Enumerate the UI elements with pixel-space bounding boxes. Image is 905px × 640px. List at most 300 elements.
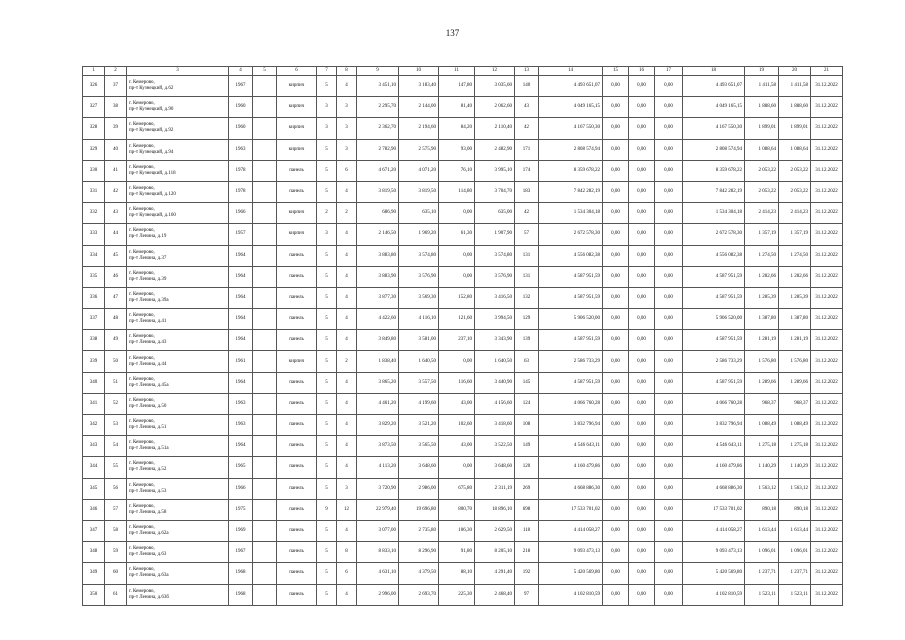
address-street: пр-т Ленина, д.39 (129, 276, 167, 282)
table-cell-c12: 3 418,60 (475, 415, 515, 436)
table-cell-c6: панель (277, 309, 317, 330)
table-cell-c18: 5 906 520,00 (683, 309, 745, 330)
table-cell-c2: 49 (105, 330, 127, 351)
table-cell-c2: 39 (105, 118, 127, 139)
address-street: пр-т Ленина, д.41 (129, 319, 167, 325)
address-cell (127, 457, 229, 478)
table-cell-c1: 334 (83, 245, 105, 266)
table-cell-c1: 342 (83, 415, 105, 436)
table-cell-c14: 17 533 701,02 (539, 499, 603, 520)
table-row (83, 287, 843, 308)
table-cell-c10: 3 565,50 (399, 436, 439, 457)
table-cell-c11: 88,10 (439, 563, 475, 584)
table-cell-c18: 4 587 951,59 (683, 330, 745, 351)
table-cell-c17: 0,00 (655, 139, 683, 160)
address-city: г. Кемерово, (129, 249, 155, 255)
table-cell-c5 (253, 181, 277, 202)
table-cell-c19: 1 523,11 (745, 584, 779, 605)
address-city: г. Кемерово, (129, 101, 155, 107)
column-header: 5 (253, 67, 277, 76)
table-cell-c14: 4 167 550,30 (539, 118, 603, 139)
table-cell-c13: 171 (515, 139, 539, 160)
table-cell-c19: 890,18 (745, 499, 779, 520)
address-cell (127, 330, 229, 351)
table-cell-c12: 1 907,90 (475, 224, 515, 245)
address-city: г. Кемерово, (129, 270, 155, 276)
table-cell-c4: 1969 (229, 520, 253, 541)
table-cell-c6: панель (277, 287, 317, 308)
table-body (83, 76, 843, 606)
table-cell-c11: 237,10 (439, 330, 475, 351)
table-cell-c2: 37 (105, 76, 127, 97)
table-cell-c18: 4 049 165,15 (683, 97, 745, 118)
table-cell-c12: 635,00 (475, 203, 515, 224)
table-cell-c19: 1 411,58 (745, 76, 779, 97)
table-cell-c15: 0,00 (603, 584, 629, 605)
table-cell-c10: 1 969,20 (399, 224, 439, 245)
table-cell-c19: 1 289,66 (745, 372, 779, 393)
table-cell-c7: 5 (317, 542, 337, 563)
table-cell-c16: 0,00 (629, 563, 655, 584)
address-street: пр-т Ленина, д.62а (129, 531, 169, 537)
table-cell-c15: 0,00 (603, 309, 629, 330)
table-cell-c21: 31.12.2022 (811, 203, 843, 224)
table-cell-c13: 57 (515, 224, 539, 245)
table-cell-c2: 58 (105, 520, 127, 541)
table-cell-c8: 4 (337, 415, 357, 436)
table-cell-c21: 31.12.2022 (811, 563, 843, 584)
table-cell-c8: 2 (337, 203, 357, 224)
table-cell-c5 (253, 563, 277, 584)
address-city: г. Кемерово, (129, 122, 155, 128)
table-row (83, 309, 843, 330)
table-cell-c8: 4 (337, 436, 357, 457)
table-cell-c6: кирпич (277, 97, 317, 118)
address-street: пр-т Ленина, д.63 (129, 552, 167, 558)
table-cell-c12: 1 640,50 (475, 351, 515, 372)
table-cell-c13: 183 (515, 181, 539, 202)
table-cell-c7: 5 (317, 76, 337, 97)
table-cell-c16: 0,00 (629, 181, 655, 202)
address-city: г. Кемерово, (129, 397, 155, 403)
table-cell-c8: 4 (337, 330, 357, 351)
table-cell-c10: 3 183,40 (399, 76, 439, 97)
table-cell-c6: панель (277, 584, 317, 605)
address-street: пр-т Ленина, д.39а (129, 297, 169, 303)
table-cell-c20: 2 053,22 (779, 160, 811, 181)
table-cell-c7: 2 (317, 203, 337, 224)
table-cell-c2: 59 (105, 542, 127, 563)
table-cell-c16: 0,00 (629, 584, 655, 605)
table-cell-c10: 4 116,10 (399, 309, 439, 330)
table-cell-c10: 3 569,30 (399, 287, 439, 308)
table-cell-c10: 3 648,60 (399, 457, 439, 478)
table-cell-c8: 6 (337, 160, 357, 181)
table-cell-c21: 31.12.2022 (811, 372, 843, 393)
table-cell-c8: 4 (337, 457, 357, 478)
table-cell-c8: 12 (337, 499, 357, 520)
table-cell-c5 (253, 415, 277, 436)
table-cell-c17: 0,00 (655, 478, 683, 499)
table-cell-c5 (253, 118, 277, 139)
address-city: г. Кемерово, (129, 80, 155, 86)
table-cell-c5 (253, 139, 277, 160)
table-cell-c12: 3 035,60 (475, 76, 515, 97)
table-cell-c13: 139 (515, 330, 539, 351)
table-cell-c20: 1 357,19 (779, 224, 811, 245)
table-cell-c8: 3 (337, 139, 357, 160)
address-street: пр-т Ленина, д.58 (129, 509, 167, 515)
table-cell-c13: 174 (515, 160, 539, 181)
table-cell-c15: 0,00 (603, 542, 629, 563)
table-cell-c21: 31.12.2022 (811, 160, 843, 181)
table-cell-c7: 5 (317, 415, 337, 436)
table-cell-c4: 1961 (229, 351, 253, 372)
table-cell-c11: 114,80 (439, 181, 475, 202)
table-cell-c17: 0,00 (655, 266, 683, 287)
table-cell-c9: 3 829,20 (357, 415, 399, 436)
table-cell-c20: 1 387,80 (779, 309, 811, 330)
table-cell-c20: 1 088,49 (779, 415, 811, 436)
table-cell-c19: 1 237,71 (745, 563, 779, 584)
address-street: пр-т Кузнецкий, д.92 (129, 128, 174, 134)
table-cell-c13: 145 (515, 372, 539, 393)
address-city: г. Кемерово, (129, 461, 155, 467)
table-cell-c7: 3 (317, 118, 337, 139)
table-cell-c12: 3 440,90 (475, 372, 515, 393)
table-cell-c20: 1 523,11 (779, 584, 811, 605)
column-number-header (83, 67, 843, 76)
column-header: 14 (539, 67, 603, 76)
column-header: 15 (603, 67, 629, 76)
table-cell-c17: 0,00 (655, 584, 683, 605)
table-cell-c12: 3 704,70 (475, 181, 515, 202)
table-row (83, 76, 843, 97)
address-cell (127, 181, 229, 202)
table-cell-c7: 9 (317, 499, 337, 520)
table-cell-c1: 345 (83, 478, 105, 499)
table-cell-c14: 2 586 733,29 (539, 351, 603, 372)
table-cell-c16: 0,00 (629, 245, 655, 266)
table-cell-c18: 4 587 951,59 (683, 266, 745, 287)
table-cell-c16: 0,00 (629, 287, 655, 308)
table-cell-c14: 5 906 520,00 (539, 309, 603, 330)
table-row (83, 181, 843, 202)
table-cell-c15: 0,00 (603, 415, 629, 436)
table-cell-c4: 1964 (229, 287, 253, 308)
address-city: г. Кемерово, (129, 588, 155, 594)
table-cell-c12: 4 156,60 (475, 393, 515, 414)
table-cell-c16: 0,00 (629, 499, 655, 520)
table-cell-c1: 346 (83, 499, 105, 520)
table-cell-c19: 1 563,12 (745, 478, 779, 499)
table-cell-c4: 1978 (229, 160, 253, 181)
table-cell-c19: 1 282,66 (745, 266, 779, 287)
table-cell-c6: панель (277, 160, 317, 181)
table-cell-c16: 0,00 (629, 139, 655, 160)
table-cell-c18: 3 832 796,94 (683, 415, 745, 436)
table-cell-c4: 1968 (229, 584, 253, 605)
table-cell-c11: 800,70 (439, 499, 475, 520)
table-cell-c19: 968,37 (745, 393, 779, 414)
table-cell-c16: 0,00 (629, 266, 655, 287)
table-cell-c14: 4 160 479,86 (539, 457, 603, 478)
table-cell-c10: 3 819,50 (399, 181, 439, 202)
table-cell-c2: 46 (105, 266, 127, 287)
table-cell-c13: 131 (515, 266, 539, 287)
table-cell-c1: 350 (83, 584, 105, 605)
table-cell-c12: 2 629,50 (475, 520, 515, 541)
table-cell-c19: 1 613,44 (745, 520, 779, 541)
address-street: пр-т Ленина, д.45а (129, 382, 169, 388)
table-cell-c18: 8 359 678,22 (683, 160, 745, 181)
address-city: г. Кемерово, (129, 567, 155, 573)
table-cell-c10: 4 379,50 (399, 563, 439, 584)
address-cell (127, 478, 229, 499)
column-header: 6 (277, 67, 317, 76)
table-cell-c9: 4 671,20 (357, 160, 399, 181)
column-header: 12 (475, 67, 515, 76)
table-cell-c20: 1 140,29 (779, 457, 811, 478)
table-cell-c11: 43,00 (439, 393, 475, 414)
table-cell-c9: 3 451,10 (357, 76, 399, 97)
table-cell-c14: 4 493 651,07 (539, 76, 603, 97)
address-street: пр-т Кузнецкий, д.118 (129, 170, 176, 176)
table-cell-c21: 31.12.2022 (811, 287, 843, 308)
table-cell-c4: 1964 (229, 372, 253, 393)
table-cell-c7: 5 (317, 181, 337, 202)
table-cell-c5 (253, 245, 277, 266)
table-cell-c16: 0,00 (629, 309, 655, 330)
table-cell-c14: 4 587 951,59 (539, 330, 603, 351)
address-cell (127, 160, 229, 181)
table-cell-c10: 1 640,50 (399, 351, 439, 372)
table-row (83, 520, 843, 541)
table-cell-c13: 149 (515, 436, 539, 457)
table-cell-c10: 19 696,80 (399, 499, 439, 520)
table-cell-c4: 1968 (229, 563, 253, 584)
table-cell-c18: 4 587 951,59 (683, 372, 745, 393)
address-street: пр-т Ленина, д.51 (129, 425, 167, 431)
table-cell-c15: 0,00 (603, 266, 629, 287)
address-cell (127, 224, 229, 245)
table-cell-c9: 3 849,80 (357, 330, 399, 351)
address-cell (127, 563, 229, 584)
table-cell-c4: 1966 (229, 478, 253, 499)
table-cell-c14: 4 587 951,59 (539, 287, 603, 308)
table-cell-c19: 1 274,50 (745, 245, 779, 266)
column-header: 3 (127, 67, 229, 76)
table-cell-c1: 327 (83, 97, 105, 118)
table-cell-c5 (253, 330, 277, 351)
address-city: г. Кемерово, (129, 419, 155, 425)
table-cell-c15: 0,00 (603, 436, 629, 457)
table-cell-c21: 31.12.2022 (811, 457, 843, 478)
table-cell-c12: 2 468,40 (475, 584, 515, 605)
column-header: 19 (745, 67, 779, 76)
table-cell-c17: 0,00 (655, 118, 683, 139)
table-cell-c21: 31.12.2022 (811, 351, 843, 372)
table-cell-c15: 0,00 (603, 76, 629, 97)
address-street: пр-т Кузнецкий, д.160 (129, 213, 176, 219)
table-cell-c11: 121,60 (439, 309, 475, 330)
table-cell-c2: 57 (105, 499, 127, 520)
table-cell-c11: 0,00 (439, 457, 475, 478)
table-cell-c8: 6 (337, 563, 357, 584)
table-cell-c6: панель (277, 372, 317, 393)
table-row (83, 584, 843, 605)
table-cell-c9: 3 865,20 (357, 372, 399, 393)
table-cell-c15: 0,00 (603, 287, 629, 308)
table-cell-c21: 31.12.2022 (811, 478, 843, 499)
table-cell-c1: 344 (83, 457, 105, 478)
table-cell-c2: 51 (105, 372, 127, 393)
table-cell-c19: 1 285,39 (745, 287, 779, 308)
table-cell-c18: 17 533 701,02 (683, 499, 745, 520)
table-cell-c6: панель (277, 181, 317, 202)
address-cell (127, 542, 229, 563)
table-cell-c19: 1 899,01 (745, 118, 779, 139)
table-cell-c18: 4 668 886,30 (683, 478, 745, 499)
table-cell-c20: 890,18 (779, 499, 811, 520)
table-cell-c8: 4 (337, 520, 357, 541)
column-header: 7 (317, 67, 337, 76)
table-cell-c20: 1 281,19 (779, 330, 811, 351)
table-cell-c4: 1975 (229, 499, 253, 520)
table-cell-c2: 43 (105, 203, 127, 224)
table-cell-c21: 31.12.2022 (811, 499, 843, 520)
table-cell-c11: 116,60 (439, 372, 475, 393)
address-cell (127, 372, 229, 393)
table-cell-c9: 1 838,40 (357, 351, 399, 372)
table-cell-c10: 2 986,00 (399, 478, 439, 499)
table-cell-c15: 0,00 (603, 520, 629, 541)
table-row (83, 351, 843, 372)
table-cell-c19: 1 140,29 (745, 457, 779, 478)
table-cell-c13: 218 (515, 542, 539, 563)
table-cell-c17: 0,00 (655, 287, 683, 308)
address-city: г. Кемерово, (129, 313, 155, 319)
table-cell-c8: 4 (337, 372, 357, 393)
table-cell-c13: 118 (515, 520, 539, 541)
table-cell-c9: 3 819,50 (357, 181, 399, 202)
table-cell-c20: 1 237,71 (779, 563, 811, 584)
table-cell-c8: 4 (337, 309, 357, 330)
table-cell-c5 (253, 97, 277, 118)
table-row (83, 160, 843, 181)
address-street: пр-т Ленина, д.63а (129, 573, 169, 579)
address-street: пр-т Кузнецкий, д.62 (129, 86, 174, 92)
table-cell-c4: 1960 (229, 97, 253, 118)
table-cell-c16: 0,00 (629, 330, 655, 351)
table-cell-c12: 8 205,10 (475, 542, 515, 563)
table-cell-c18: 4 556 082,38 (683, 245, 745, 266)
table-cell-c5 (253, 309, 277, 330)
table-cell-c16: 0,00 (629, 97, 655, 118)
table-cell-c15: 0,00 (603, 181, 629, 202)
table-cell-c8: 4 (337, 584, 357, 605)
table-cell-c16: 0,00 (629, 478, 655, 499)
table-cell-c18: 4 066 760,28 (683, 393, 745, 414)
table-cell-c18: 2 672 578,30 (683, 224, 745, 245)
table-cell-c16: 0,00 (629, 415, 655, 436)
table-cell-c2: 41 (105, 160, 127, 181)
table-cell-c17: 0,00 (655, 203, 683, 224)
table-cell-c9: 3 077,00 (357, 520, 399, 541)
address-cell (127, 520, 229, 541)
table-cell-c10: 8 296,90 (399, 542, 439, 563)
table-row (83, 224, 843, 245)
table-cell-c4: 1964 (229, 309, 253, 330)
table-cell-c14: 4 414 058,27 (539, 520, 603, 541)
table-cell-c15: 0,00 (603, 245, 629, 266)
table-cell-c2: 60 (105, 563, 127, 584)
table-cell-c6: панель (277, 520, 317, 541)
table-cell-c4: 1957 (229, 224, 253, 245)
table-cell-c2: 45 (105, 245, 127, 266)
table-cell-c9: 2 996,00 (357, 584, 399, 605)
table-cell-c9: 8 833,10 (357, 542, 399, 563)
table-cell-c19: 1 096,01 (745, 542, 779, 563)
table-cell-c8: 3 (337, 97, 357, 118)
table-cell-c8: 4 (337, 224, 357, 245)
table-cell-c18: 4 160 479,86 (683, 457, 745, 478)
table-cell-c11: 43,00 (439, 436, 475, 457)
table-cell-c20: 1 274,50 (779, 245, 811, 266)
table-cell-c18: 4 102 810,59 (683, 584, 745, 605)
column-header: 17 (655, 67, 683, 76)
address-street: пр-т Ленина, д.43 (129, 340, 167, 346)
table-cell-c14: 7 842 282,19 (539, 181, 603, 202)
table-cell-c21: 31.12.2022 (811, 97, 843, 118)
address-city: г. Кемерово, (129, 546, 155, 552)
column-header: 18 (683, 67, 745, 76)
table-cell-c20: 1 282,66 (779, 266, 811, 287)
table-cell-c2: 50 (105, 351, 127, 372)
table-cell-c16: 0,00 (629, 351, 655, 372)
table-cell-c15: 0,00 (603, 203, 629, 224)
table-cell-c1: 330 (83, 160, 105, 181)
table-cell-c20: 1 613,44 (779, 520, 811, 541)
table-cell-c20: 1 888,60 (779, 97, 811, 118)
table-cell-c18: 4 414 058,27 (683, 520, 745, 541)
table-cell-c4: 1965 (229, 457, 253, 478)
table-cell-c4: 1978 (229, 181, 253, 202)
table-cell-c16: 0,00 (629, 160, 655, 181)
table-cell-c18: 4 167 550,30 (683, 118, 745, 139)
table-cell-c12: 2 110,40 (475, 118, 515, 139)
table-cell-c1: 336 (83, 287, 105, 308)
table-cell-c14: 4 587 951,59 (539, 266, 603, 287)
table-cell-c21: 31.12.2022 (811, 436, 843, 457)
column-header: 11 (439, 67, 475, 76)
table-cell-c12: 3 576,90 (475, 266, 515, 287)
address-cell (127, 97, 229, 118)
table-cell-c1: 343 (83, 436, 105, 457)
address-street: пр-т Ленина, д.63б (129, 594, 169, 600)
table-cell-c18: 7 842 282,19 (683, 181, 745, 202)
table-cell-c11: 84,20 (439, 118, 475, 139)
table-cell-c9: 3 720,90 (357, 478, 399, 499)
column-header: 9 (357, 67, 399, 76)
table-cell-c10: 3 581,00 (399, 330, 439, 351)
table-cell-c4: 1964 (229, 330, 253, 351)
table-cell-c7: 5 (317, 584, 337, 605)
housing-register-table (82, 66, 843, 606)
table-cell-c11: 147,80 (439, 76, 475, 97)
table-cell-c8: 2 (337, 351, 357, 372)
table-cell-c19: 1 888,60 (745, 97, 779, 118)
